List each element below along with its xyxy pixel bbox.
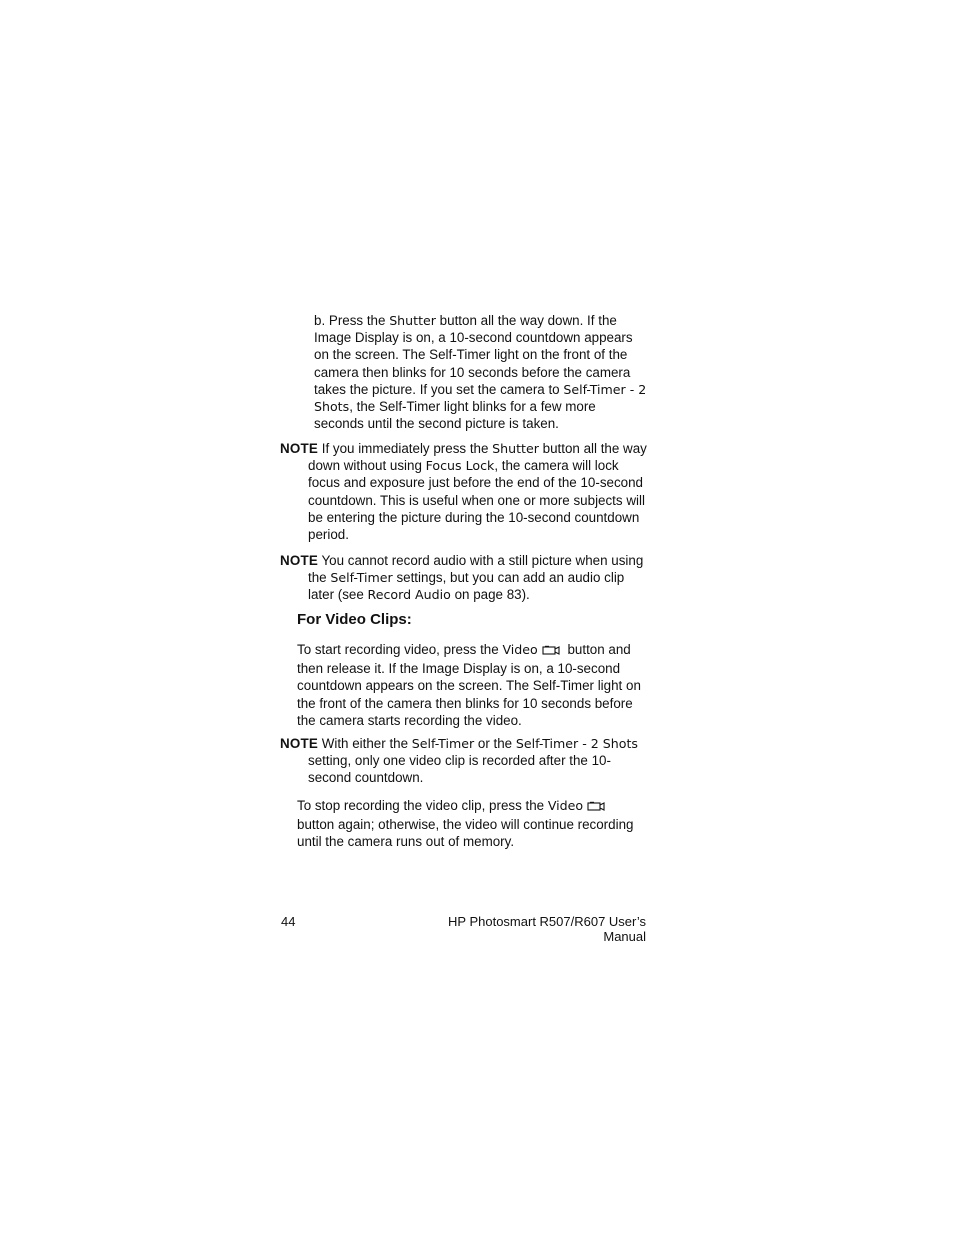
note-label: NOTE [280, 736, 318, 751]
record-audio-term: Record Audio [367, 587, 451, 603]
para1-text-2: button and then release it. If the Image Display is on, a 10-second countdown appears on the screen. The Self-Timer light on the front of the camera then blinks for 10 seconds before the camera starts recording the video. [297, 642, 641, 728]
video-start-paragraph [297, 641, 647, 729]
section-heading: For Video Clips: [297, 611, 412, 628]
video-term: Video [502, 642, 538, 657]
step-b-text-2: button all the way down. If the Image Display is on, a 10-second countdown appears on the screen. The Self-Timer light on the front of the camera then blinks for 10 seconds before the camera takes the picture. If you set the camera to [314, 313, 633, 397]
note-audio [280, 552, 650, 604]
note3-text-1: With either the [318, 736, 412, 751]
note3-text-2: or the [474, 736, 516, 751]
video-camera-icon [587, 799, 605, 816]
step-b-paragraph [314, 312, 649, 432]
note1-text-3: , the camera will lock focus and exposure just before the end of the 10-second countdown. This is useful when one or more subjects will be entering the picture during the 10-second countdown period. [308, 458, 645, 543]
self-timer-term: Self-Timer [330, 570, 393, 586]
note1-text-1: If you immediately press the [318, 441, 493, 456]
note-label: NOTE [280, 441, 318, 456]
note-focus-lock [280, 440, 650, 543]
self-timer-2-shots-term: Self-Timer - 2 Shots [515, 736, 638, 751]
note3-text-3: setting, only one video clip is recorded after the 10-second countdown. [308, 753, 611, 786]
self-timer-2-shots-term: Self-Timer - 2 Shots [314, 381, 647, 415]
note-label: NOTE [280, 553, 318, 568]
para2-text-1: To stop recording the video clip, press the [297, 798, 548, 813]
video-stop-paragraph [297, 797, 647, 851]
note2-text-3: on page 83). [450, 587, 530, 603]
video-camera-icon [542, 643, 560, 660]
focus-lock-term: Focus Lock [425, 458, 495, 474]
self-timer-term: Self-Timer [411, 736, 475, 751]
manual-title: HP Photosmart R507/R607 User’s Manual [448, 914, 646, 944]
step-marker: b. [314, 313, 326, 328]
shutter-term: Shutter [389, 313, 436, 328]
para2-text-2: button again; otherwise, the video will continue recording until the camera runs out of memory. [297, 817, 634, 850]
video-term: Video [547, 798, 584, 813]
note2-text-2: settings, but you can add an audio clip later (see [308, 570, 625, 603]
note2-text-1: You cannot record audio with a still picture when using the [308, 553, 644, 586]
shutter-term: Shutter [492, 441, 539, 456]
note1-text-2: button all the way down without using [308, 441, 647, 474]
note-video-clip [280, 735, 650, 787]
step-b-text-3: , the Self-Timer light blinks for a few more seconds until the second picture is taken. [314, 399, 596, 432]
step-b-text-1: Press the [325, 313, 390, 328]
para1-text-1: To start recording video, press the [297, 642, 503, 657]
page-number: 44 [281, 914, 296, 929]
